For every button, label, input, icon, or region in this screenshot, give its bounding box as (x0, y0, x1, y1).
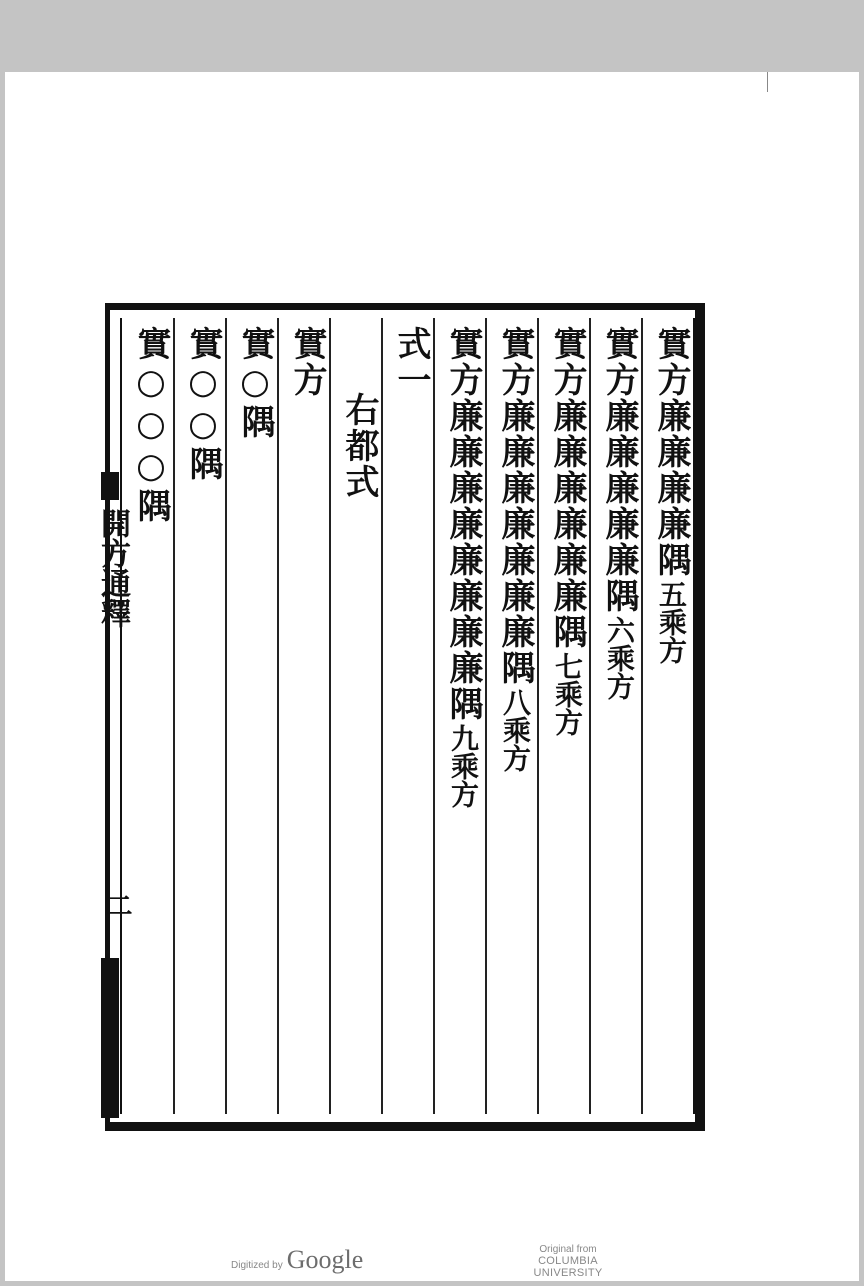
text-column-9 (232, 326, 278, 440)
original-source (508, 1244, 628, 1279)
text-column-1 (648, 326, 694, 664)
text-column-5 (440, 326, 486, 808)
column-main-text: 式一 (391, 326, 431, 398)
columbia-university-label: COLUMBIA UNIVERSITY (533, 1255, 603, 1279)
column-main-text: 實方廉廉廉廉隅 (651, 326, 691, 578)
column-note: 九乘方 (447, 724, 480, 808)
margin-fishtail-bottom (101, 958, 119, 1118)
column-main-text: 右都式 (339, 392, 379, 500)
column-divider (329, 318, 331, 1114)
column-main-text: 實方廉廉廉廉廉廉廉廉隅 (443, 326, 483, 722)
margin-page-number: 二 (102, 892, 132, 918)
margin-fishtail-top (101, 472, 119, 500)
column-main-text: 實方廉廉廉廉廉廉廉隅 (495, 326, 535, 686)
column-divider (433, 318, 435, 1114)
text-column-8 (284, 326, 330, 398)
column-main-text: 實○○隅 (183, 326, 223, 482)
column-grid (120, 318, 695, 1114)
text-column-11 (128, 326, 174, 524)
fold-margin (95, 472, 132, 1132)
digitized-prefix: Digitized by (231, 1260, 283, 1271)
original-from-label: Original from (539, 1244, 597, 1255)
margin-book-title: 開方通釋 (95, 508, 130, 628)
column-main-text: 實○○○隅 (131, 326, 171, 524)
column-note: 六乘方 (603, 616, 636, 700)
text-column-3 (544, 326, 590, 736)
column-main-text: 實方 (287, 326, 327, 398)
column-note: 五乘方 (655, 580, 688, 664)
google-logo-text: Google (286, 1245, 364, 1274)
column-main-text: 實○隅 (235, 326, 275, 440)
text-column-2 (596, 326, 642, 700)
edge-tick (767, 72, 768, 92)
column-note: 七乘方 (551, 652, 584, 736)
text-column-7 (336, 392, 382, 500)
text-frame (105, 303, 705, 1131)
digitized-by-google (231, 1245, 363, 1275)
text-column-4 (492, 326, 538, 772)
column-note: 八乘方 (499, 688, 532, 772)
column-main-text: 實方廉廉廉廉廉隅 (599, 326, 639, 614)
column-main-text: 實方廉廉廉廉廉廉隅 (547, 326, 587, 650)
text-column-6 (388, 326, 434, 398)
text-column-10 (180, 326, 226, 482)
scanned-page (5, 72, 859, 1281)
